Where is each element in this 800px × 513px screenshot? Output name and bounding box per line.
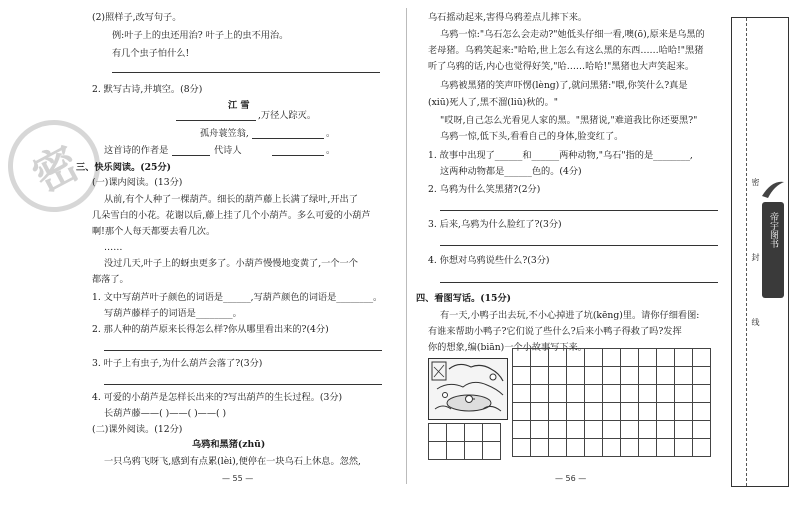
grid-cell[interactable] [567, 385, 585, 403]
grid-cell[interactable] [429, 442, 447, 460]
grid-cell[interactable] [531, 439, 549, 457]
passage-ellipsis: …… [104, 242, 123, 253]
watermark-stamp: 密 [0, 104, 116, 228]
grid-cell[interactable] [531, 385, 549, 403]
grid-cell[interactable] [513, 349, 531, 367]
grid-cell[interactable] [585, 385, 603, 403]
seal-char-mi: 密 [751, 178, 760, 186]
grid-cell[interactable] [693, 421, 711, 439]
grid-cell[interactable] [567, 367, 585, 385]
illustration-drawing [429, 359, 507, 419]
grid-cell[interactable] [675, 439, 693, 457]
answer-line [440, 282, 718, 283]
seal-strip [731, 17, 789, 487]
grid-cell[interactable] [657, 385, 675, 403]
story-line: 一只乌鸦飞呀飞,感到有点累(lèi),便停在一块乌石上休息。忽然, [104, 456, 361, 467]
grid-cell[interactable] [675, 367, 693, 385]
grid-cell[interactable] [675, 403, 693, 421]
story-line: 老母猪。乌鸦笑起来:"哈哈,世上怎么有这么黑的东西……哈哈!"黑猪 [428, 45, 704, 56]
seal-char-xian: 线 [751, 318, 760, 326]
reading-question-1b: 写葫芦藤样子的词语是________。 [104, 308, 242, 319]
q2-question: 有几个虫子怕什么! [112, 48, 190, 59]
section-4-title: 四、看图写话。(15分) [416, 293, 511, 304]
poem-blank-3 [172, 155, 210, 156]
story-line: 听了乌鸦的话,内心也觉得好笑,"哈……哈哈!"黑猪也大声笑起来。 [428, 61, 695, 72]
grid-cell[interactable] [513, 439, 531, 457]
reading-question-2: 2. 那人种的葫芦原来长得怎么样?你从哪里看出来的?(4分) [92, 324, 329, 335]
grid-cell[interactable] [639, 439, 657, 457]
grid-cell[interactable] [585, 421, 603, 439]
answer-line [104, 350, 382, 351]
grid-cell[interactable] [603, 385, 621, 403]
grid-cell[interactable] [621, 421, 639, 439]
grid-cell[interactable] [549, 385, 567, 403]
poem-blank-1 [176, 120, 256, 121]
writing-prompt: 有谁来帮助小鸭子?它们说了些什么?后来小鸭子得救了吗?发挥 [428, 326, 682, 337]
grid-cell[interactable] [621, 349, 639, 367]
grid-cell[interactable] [603, 403, 621, 421]
grid-cell[interactable] [675, 421, 693, 439]
grid-cell[interactable] [585, 403, 603, 421]
grid-cell[interactable] [483, 442, 501, 460]
story-question-3: 3. 后来,乌鸦为什么脸红了?(3分) [428, 219, 562, 230]
grid-cell[interactable] [621, 439, 639, 457]
story-line: 乌鸦一惊,低下头,看看自己的身体,脸变红了。 [440, 131, 624, 142]
poem-author-b: 代诗人 [214, 145, 242, 156]
grid-cell[interactable] [639, 403, 657, 421]
growth-chain: 长葫芦藤——( )——( )——( ) [104, 408, 227, 419]
grid-cell[interactable] [429, 424, 447, 442]
grid-cell[interactable] [513, 385, 531, 403]
grid-cell[interactable] [447, 442, 465, 460]
passage-line: 没过几天,叶子上的蚜虫更多了。小葫芦慢慢地变黄了,一个一个 [104, 258, 358, 269]
grid-cell[interactable] [549, 403, 567, 421]
story-question-2: 2. 乌鸦为什么笑黑猪?(2分) [428, 184, 541, 195]
section-3-sub1: (一)课内阅读。(13分) [92, 177, 183, 188]
seal-dashed-line [746, 18, 747, 486]
poem-title: 江 雪 [228, 100, 250, 111]
story-question-4: 4. 你想对乌鸦说些什么?(3分) [428, 255, 550, 266]
grid-cell[interactable] [693, 439, 711, 457]
grid-cell[interactable] [603, 439, 621, 457]
grid-cell[interactable] [639, 421, 657, 439]
poem-question: 2. 默写古诗,并填空。(8分) [92, 84, 203, 95]
grid-cell[interactable] [657, 421, 675, 439]
grid-cell[interactable] [657, 439, 675, 457]
grid-cell[interactable] [567, 421, 585, 439]
poem-blank-4 [272, 155, 324, 156]
reading-question-3: 3. 叶子上有虫子,为什么葫芦会落了?(3分) [92, 358, 263, 369]
grid-cell[interactable] [465, 424, 483, 442]
grid-cell[interactable] [621, 367, 639, 385]
poem-blank-2 [252, 138, 324, 139]
answer-line [112, 72, 380, 73]
poem-line1-tail: ,万径人踪灭。 [258, 110, 317, 121]
grid-cell[interactable] [621, 403, 639, 421]
story-line: 乌石摇动起来,害得乌鸦差点儿摔下来。 [428, 12, 588, 23]
grid-cell[interactable] [549, 439, 567, 457]
grid-cell[interactable] [603, 421, 621, 439]
grid-cell[interactable] [513, 421, 531, 439]
seal-char-feng: 封 [751, 253, 760, 261]
story-title: 乌鸦和黑猪(zhū) [192, 439, 266, 450]
grid-cell[interactable] [465, 442, 483, 460]
page-number-right: — 56 — [555, 474, 587, 483]
grid-cell[interactable] [567, 349, 585, 367]
reading-question-4: 4. 可爱的小葫芦是怎样长出来的?写出葫芦的生长过程。(3分) [92, 392, 343, 403]
poem-author-c: 。 [326, 145, 336, 156]
story-line: "哎呀,自己怎么光看见人家的黑。"黑猪说,"难道我比你还要黑?" [440, 115, 698, 126]
passage-line: 几朵雪白的小花。花谢以后,藤上挂了几个小葫芦。多么可爱的小葫芦 [92, 210, 371, 221]
grid-cell[interactable] [675, 385, 693, 403]
grid-cell[interactable] [675, 349, 693, 367]
grid-cell[interactable] [639, 367, 657, 385]
grid-cell[interactable] [549, 349, 567, 367]
grid-cell[interactable] [621, 385, 639, 403]
writing-grid-lower[interactable] [428, 423, 501, 460]
story-question-1b: 这两种动物都是______色的。(4分) [440, 166, 582, 177]
q2-example: 例:叶子上的虫还用治? 叶子上的虫不用治。 [112, 30, 289, 41]
story-question-1: 1. 故事中出现了______和______两种动物,"乌石"指的是________, [428, 150, 693, 161]
grid-cell[interactable] [657, 349, 675, 367]
brand-text: 帝宇图书 [768, 212, 778, 248]
grid-cell[interactable] [567, 439, 585, 457]
grid-cell[interactable] [693, 403, 711, 421]
grid-cell[interactable] [639, 349, 657, 367]
grid-cell[interactable] [531, 403, 549, 421]
grid-cell[interactable] [531, 421, 549, 439]
grid-cell[interactable] [549, 367, 567, 385]
poem-line2-tail: 。 [326, 128, 336, 139]
story-line: (xiū)死人了,黑不溜(liū)秋的。" [428, 97, 559, 108]
grid-cell[interactable] [567, 403, 585, 421]
grid-cell[interactable] [603, 367, 621, 385]
writing-grid[interactable] [512, 348, 711, 457]
page-divider [406, 8, 407, 484]
grid-cell[interactable] [585, 367, 603, 385]
grid-cell[interactable] [657, 403, 675, 421]
grid-cell[interactable] [657, 367, 675, 385]
story-line: 乌鸦一惊:"乌石怎么会走动?"她低头仔细一看,噢(ō),原来是乌黑的 [440, 29, 705, 40]
passage-line: 啊!那个人每天都要去看几次。 [92, 226, 216, 237]
passage-line: 都落了。 [92, 274, 129, 285]
writing-prompt: 有一天,小鸭子出去玩,不小心掉进了坑(kēng)里。请你仔细看图: [440, 310, 700, 321]
section-3-sub2: (二)课外阅读。(12分) [92, 424, 183, 435]
grid-cell[interactable] [585, 349, 603, 367]
page-number-left: — 55 — [222, 474, 254, 483]
grid-cell[interactable] [549, 421, 567, 439]
grid-cell[interactable] [639, 385, 657, 403]
grid-cell[interactable] [513, 403, 531, 421]
q2-title: (2)照样子,改写句子。 [92, 12, 182, 23]
section-3-title: 三、快乐阅读。(25分) [76, 162, 171, 173]
reading-question-1: 1. 文中写葫芦叶子颜色的词语是______,写葫芦颜色的词语是________。 [92, 292, 383, 303]
brand-logo [762, 202, 784, 298]
answer-line [440, 245, 718, 246]
grid-cell[interactable] [693, 349, 711, 367]
poem-line2: 孤舟蓑笠翁, [200, 128, 249, 139]
poem-author-a: 这首诗的作者是 [104, 145, 169, 156]
grid-cell[interactable] [513, 367, 531, 385]
answer-line [440, 210, 718, 211]
illustration-duckling-in-pit [428, 358, 508, 420]
passage-line: 从前,有个人种了一棵葫芦。细长的葫芦藤上长满了绿叶,开出了 [104, 194, 358, 205]
brand-swoosh-icon [760, 178, 786, 200]
grid-cell[interactable] [483, 424, 501, 442]
writing-prompt: 你的想象,编(biān)一个小故事写下来。 [428, 342, 587, 353]
grid-cell[interactable] [693, 367, 711, 385]
grid-cell[interactable] [531, 367, 549, 385]
grid-cell[interactable] [447, 424, 465, 442]
grid-cell[interactable] [585, 439, 603, 457]
grid-cell[interactable] [693, 385, 711, 403]
answer-line [104, 384, 382, 385]
grid-cell[interactable] [603, 349, 621, 367]
grid-cell[interactable] [531, 349, 549, 367]
story-line: 乌鸦被黑猪的笑声吓愣(lèng)了,就问黑猪:"喂,你笑什么?真是 [440, 80, 688, 91]
